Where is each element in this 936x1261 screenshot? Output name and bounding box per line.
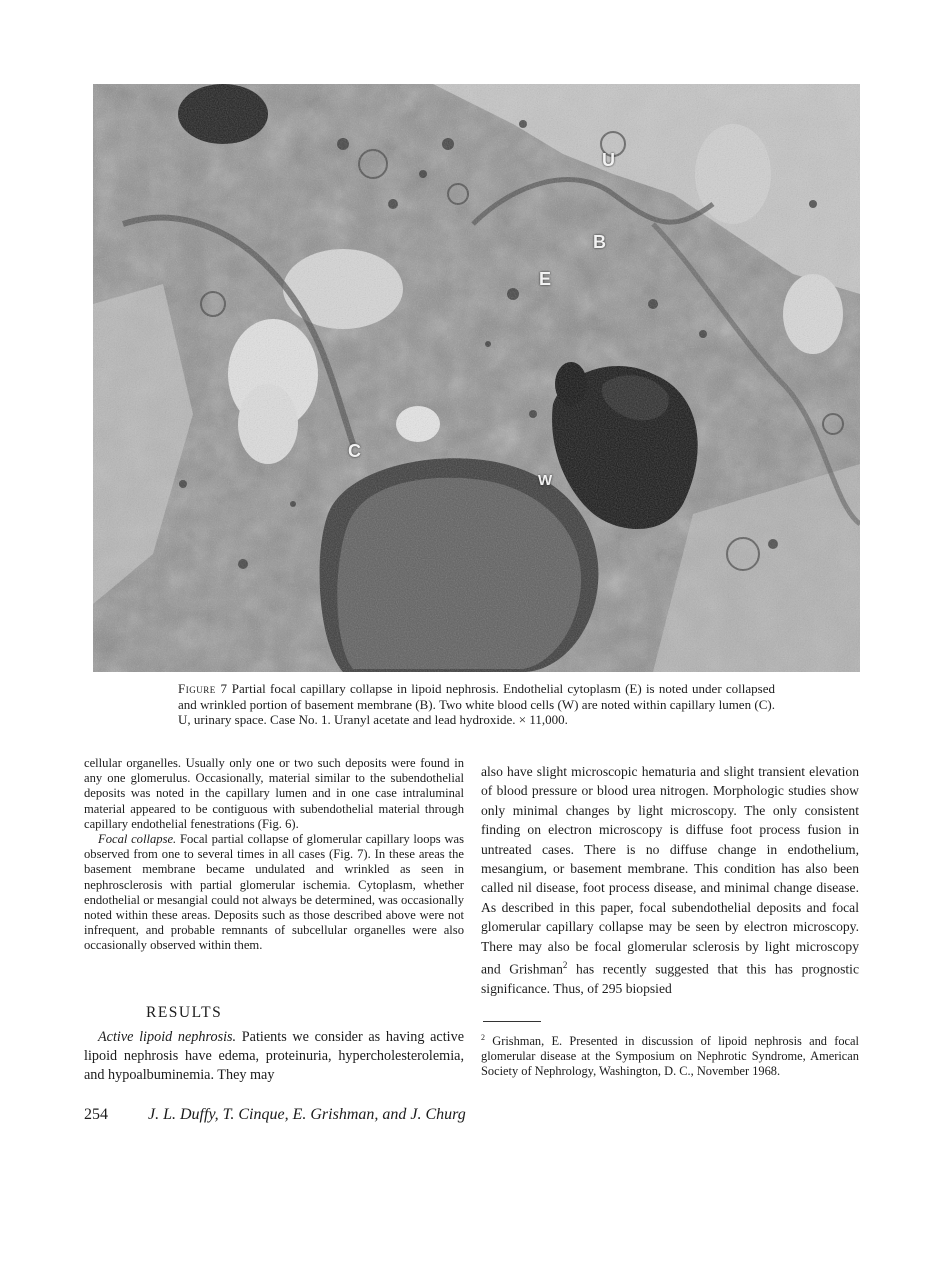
caption-text: Partial focal capillary collapse in lipoid nephrosis. Endothelial cytoplasm (E) is noted under collapsed and wrinkled portion of basement membrane (B). Two white blood cells (W) are noted within capillary lumen (C). U, urinary space. Case No. 1. Uranyl acetate and lead hydroxide. × 11,000. <box>178 681 776 727</box>
figure-label-b: B <box>593 232 606 252</box>
figure-label-c: C <box>348 441 361 461</box>
results-text: Patients we consider as having active lipoid nephrosis have edema, proteinuria, hypercholesterolemia, and hypoalbuminemia. They may <box>84 1029 465 1083</box>
section-heading-results: RESULTS <box>146 1004 223 1021</box>
right-column <box>481 762 859 998</box>
figure-caption <box>178 681 775 728</box>
footnote-divider <box>483 1021 541 1022</box>
figure-label-e: E <box>539 269 552 289</box>
micrograph-image <box>93 84 860 672</box>
paragraph-focal-collapse <box>84 832 464 954</box>
figure-7-micrograph <box>93 84 860 672</box>
left-column <box>84 756 464 954</box>
caption-label: Figure 7 <box>178 681 228 696</box>
page-number: 254 <box>84 1106 108 1123</box>
right-text-b: has recently suggested that this has prognostic significance. Thus, of 295 biopsied <box>481 961 859 996</box>
focal-collapse-title: Focal collapse. <box>98 832 177 847</box>
focal-collapse-text: Focal partial collapse of glomerular capillary loops was observed from one to several times in all cases (Fig. 7). In these areas the basement membrane became undulated and wrinkled as seen in nephrosclerosis with partial glomerular ischemia. Cytoplasm, whether endothelial or mesangial could not always be determined, was occasionally noted within these areas. Deposits such as those described above were not infrequent, and probable remnants of subcellular organelles were also occasionally observed within them. <box>84 832 464 953</box>
results-title: Active lipoid nephrosis. <box>98 1029 237 1045</box>
paragraph-lipoid-nephrosis <box>481 762 859 998</box>
page-footer <box>84 1106 466 1124</box>
footnote-text: Grishman, E. Presented in discussion of lipoid nephrosis and focal glomerular disease at the Symposium on Nephrotic Syndrome, American Society of Nephrology, Washington, D. C., November 1968. <box>481 1034 859 1079</box>
running-authors: J. L. Duffy, T. Cinque, E. Grishman, and J. Churg <box>148 1106 466 1123</box>
paragraph-organelles: cellular organelles. Usually only one or two such deposits were found in any one glomerulus. Occasionally, material similar to the subendothelial deposits was noted in the capillary lumen and in one case intraluminal material appeared to be contiguous with subendothelial material through capillary endothelial fenestrations (Fig. 6). <box>84 756 464 831</box>
footnote-reference: 2 <box>562 960 568 971</box>
results-paragraph <box>84 1028 464 1085</box>
figure-label-w: W <box>538 472 553 489</box>
footnote <box>481 1030 859 1079</box>
footnote-number: 2 <box>481 1033 485 1042</box>
figure-label-u: U <box>602 150 615 170</box>
right-text-a: also have slight microscopic hematuria and slight transient elevation of blood pressure or blood urea nitrogen. Morphologic studies show only minimal changes by light microscopy. The only consistent finding on electron microscopy is diffuse foot process fusion in untreated cases. There is no diffuse change in endothelium, mesangium, or basement membrane. This condition has also been called nil disease, foot process disease, and minimal change disease. As described in this paper, focal subendothelial deposits and focal glomerular capillary collapse may be seen by electron microscopy. There may also be focal glomerular sclerosis by light microscopy and Grishman <box>481 764 859 977</box>
